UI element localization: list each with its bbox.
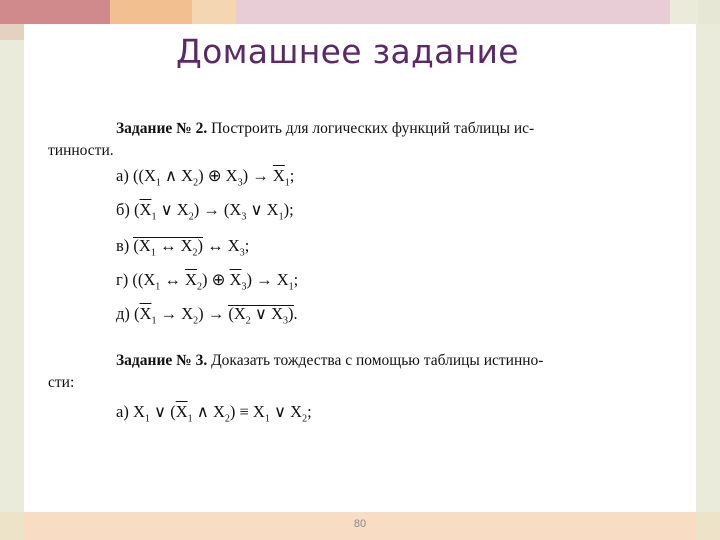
item-label: а) xyxy=(116,166,129,185)
task2-heading xyxy=(48,118,648,162)
top-band-segment xyxy=(698,0,720,24)
item-label: в) xyxy=(116,236,130,255)
task3-label: Задание № 3. xyxy=(116,352,208,369)
item-label: б) xyxy=(116,200,130,219)
task3-item-a xyxy=(116,402,312,424)
item-formula: ($X_1$ ↔ $X_2$) ↔ $X_3$; xyxy=(133,236,250,259)
task2-label: Задание № 2. xyxy=(116,120,208,137)
task3-heading xyxy=(48,350,648,394)
task2-text-line1: Построить для логических функций таблицы ис- xyxy=(211,120,535,137)
item-label: а) xyxy=(116,402,129,421)
item-formula: $X_1$ ∨ ($\overline{X}_1$ ∧ $X_2) \equiv X_1$ ∨ $X_2$; xyxy=(132,402,312,425)
top-band-segment xyxy=(192,0,236,24)
task2-item-b xyxy=(116,200,294,222)
footer-band-left xyxy=(0,512,24,540)
side-band-segment xyxy=(0,24,24,40)
task2-item-e xyxy=(116,304,298,326)
task2-item-d xyxy=(116,270,298,292)
task3-text-line2: сти: xyxy=(48,374,75,391)
slide-content-area xyxy=(24,24,696,512)
item-formula: ($\overline{X}_1$ ∨ $X_2) \to (X_3$ ∨ $X_1$); xyxy=(134,200,294,223)
page-number: 80 xyxy=(353,518,367,530)
task2-item-a xyxy=(116,166,294,188)
task2-text-line2: тинности. xyxy=(48,142,114,159)
item-formula: $(\overline{X}_1 \to X_2) \to (X_2$ ∨ $X_3$). xyxy=(134,304,298,327)
task2-item-c xyxy=(116,236,249,258)
top-band-segment xyxy=(110,0,192,24)
footer-band-right xyxy=(696,512,720,540)
item-label: д) xyxy=(116,304,130,323)
slide-title: Домашнее задание xyxy=(176,32,519,71)
item-formula: (($X_1$ ∧ $X_2$) ⊕ $X_3) \to \overline{X}_1$; xyxy=(132,166,295,189)
item-formula: (($X_1$ ↔ $\overline{X}_2$) ⊕ $\overline{X}_3) \to X_1$; xyxy=(132,270,299,293)
top-band-segment xyxy=(0,0,110,24)
top-band-segment xyxy=(236,0,670,24)
item-label: г) xyxy=(116,270,129,289)
task3-text-line1: Доказать тождества с помощью таблицы истинно- xyxy=(211,352,544,369)
top-band-segment xyxy=(670,0,698,24)
